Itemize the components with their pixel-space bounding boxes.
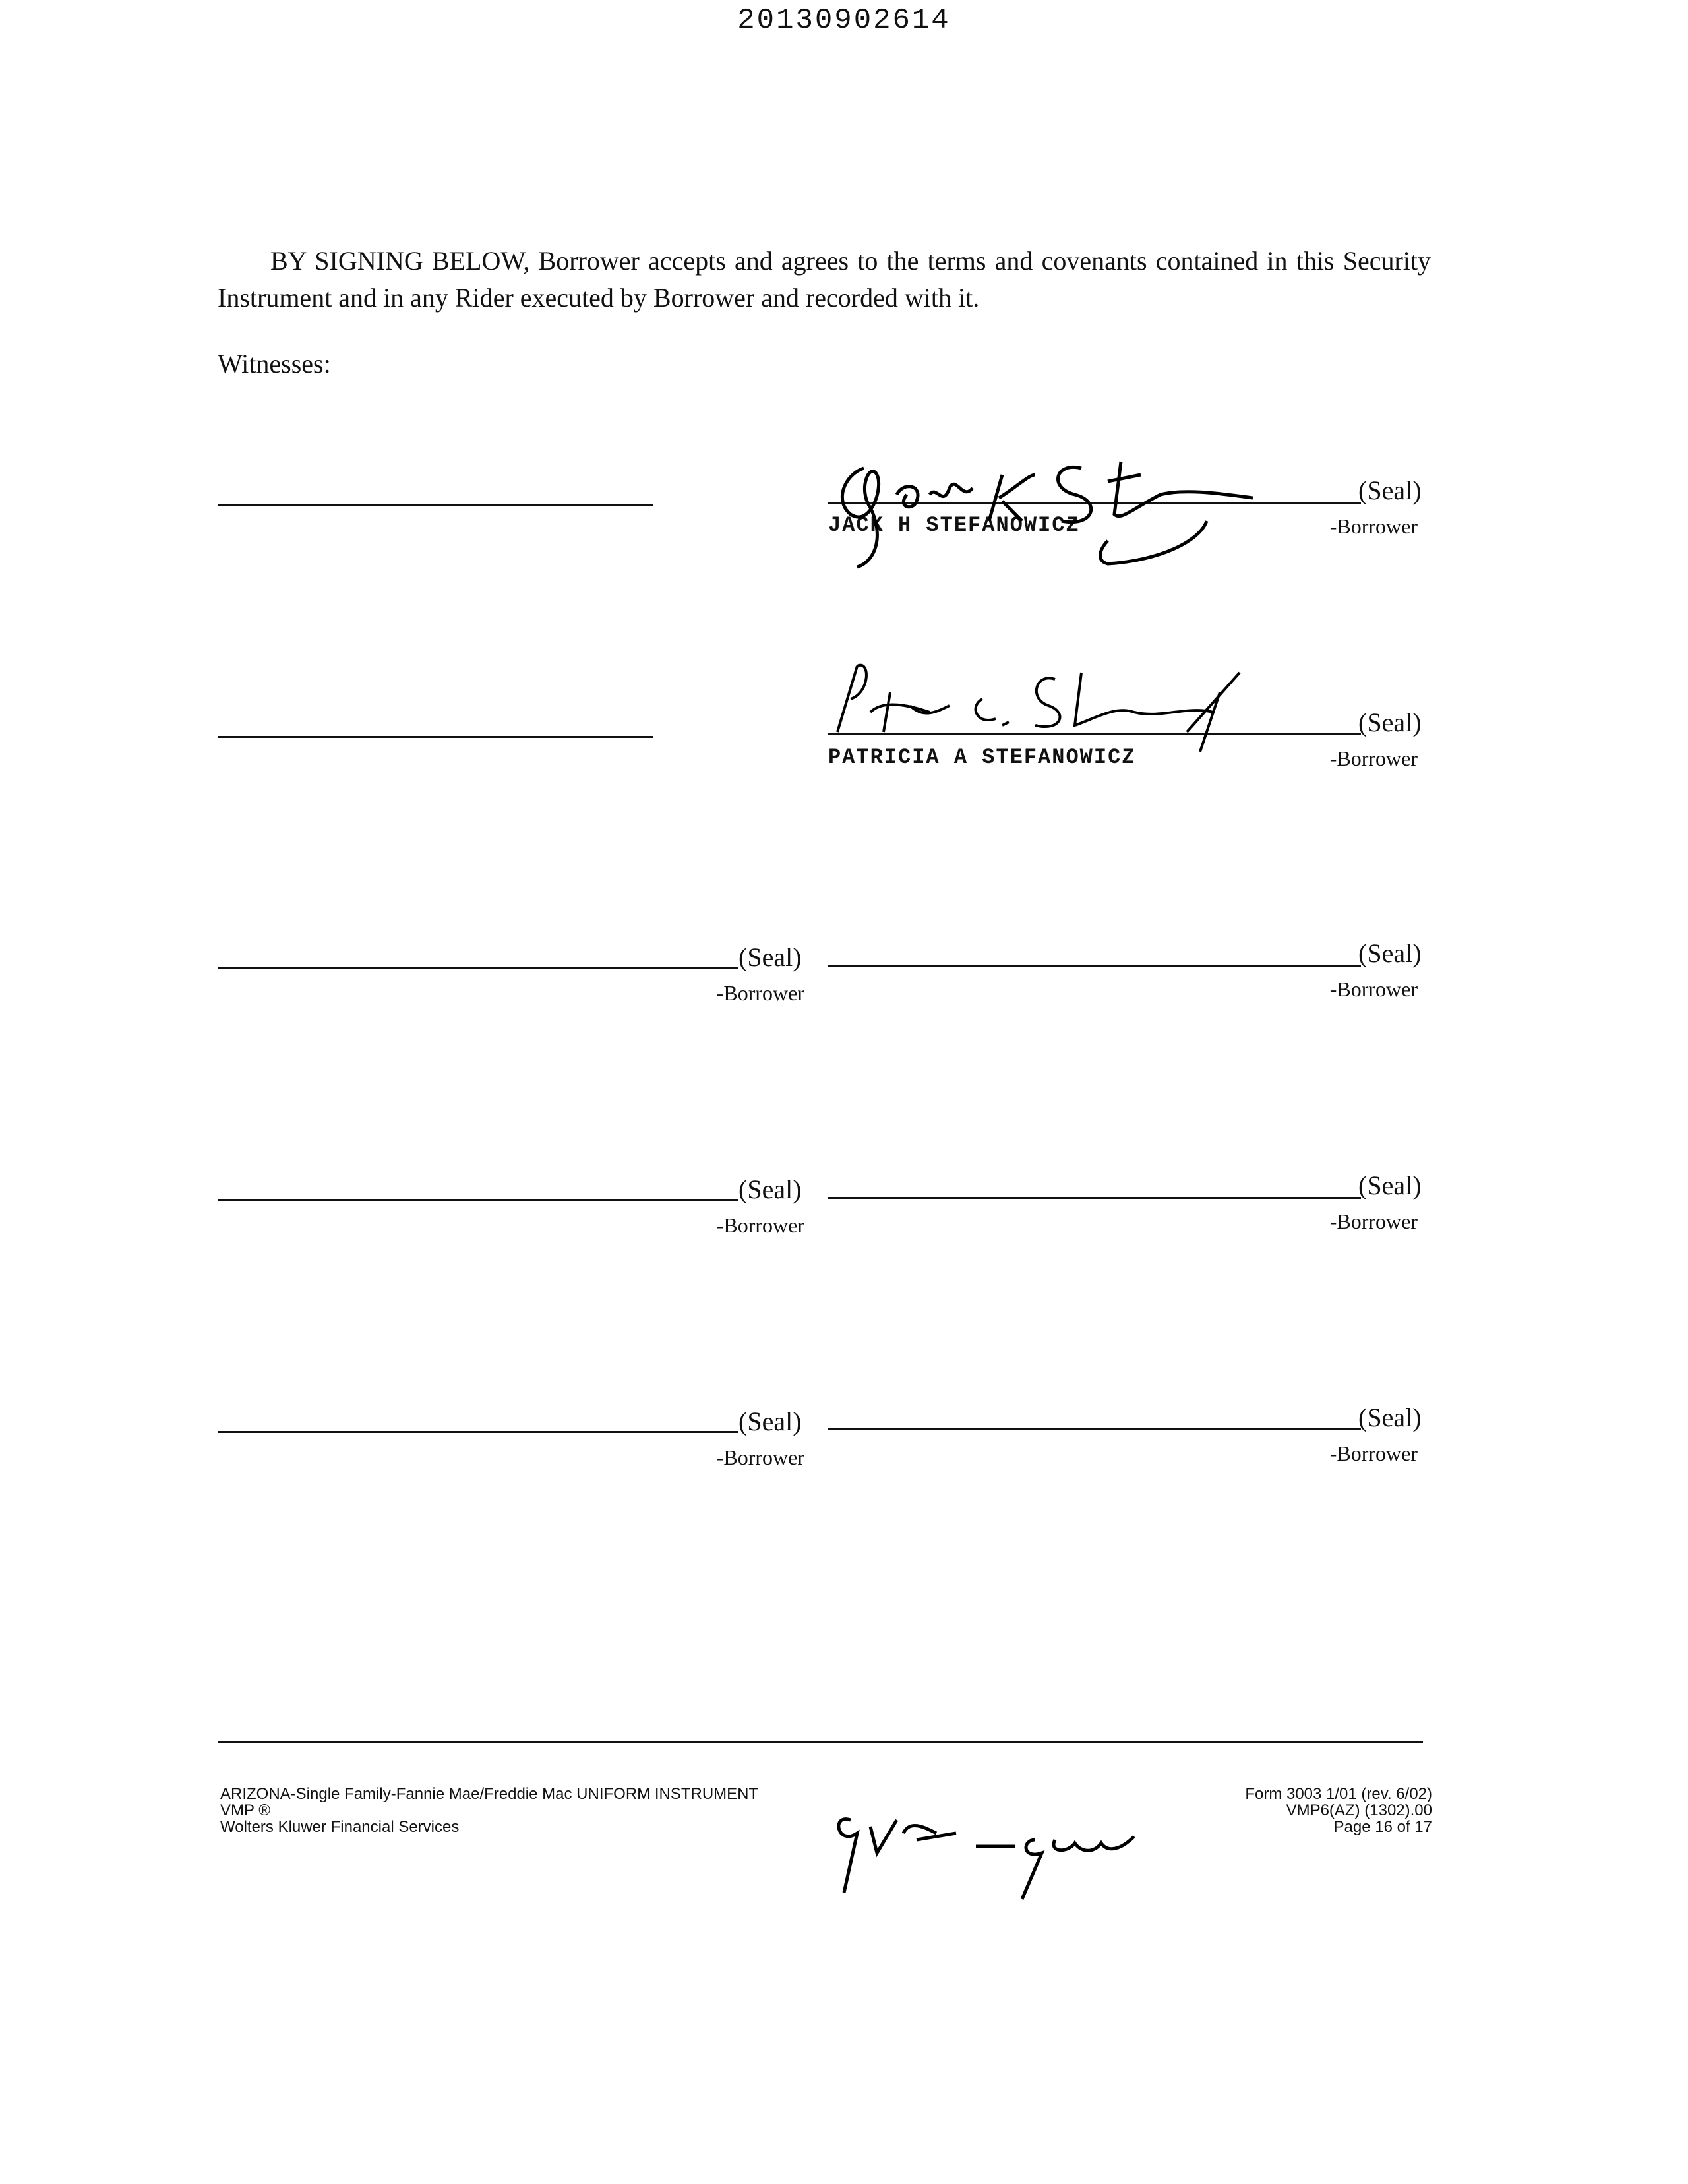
signature-line-4 xyxy=(828,965,1361,967)
signature-line-5 xyxy=(218,1199,738,1201)
footer-vmp: VMP ® xyxy=(220,1802,270,1819)
seal-label: (Seal) xyxy=(1358,708,1422,737)
footer-publisher: Wolters Kluwer Financial Services xyxy=(220,1818,460,1836)
borrower-label: -Borrower xyxy=(716,981,804,1005)
signature-line-3 xyxy=(218,967,738,969)
footer-page: Page 16 of 17 xyxy=(1333,1818,1432,1836)
document-number: 20130902614 xyxy=(737,4,951,37)
signer-name-2: PATRICIA A STEFANOWICZ xyxy=(828,745,1136,770)
footer-rule xyxy=(218,1741,1423,1743)
signature-line-8 xyxy=(828,1428,1361,1430)
footer-form: Form 3003 1/01 (rev. 6/02) xyxy=(1245,1785,1432,1803)
footer-code: VMP6(AZ) (1302).00 xyxy=(1286,1802,1432,1819)
witness-line-2 xyxy=(218,736,653,738)
borrower-label: -Borrower xyxy=(1329,1441,1418,1465)
seal-label: (Seal) xyxy=(738,1174,802,1204)
seal-label: (Seal) xyxy=(1358,938,1422,968)
witness-line-1 xyxy=(218,504,653,506)
seal-label: (Seal) xyxy=(1358,1403,1422,1432)
borrower-label: -Borrower xyxy=(1329,514,1418,538)
borrower-label: -Borrower xyxy=(1329,977,1418,1001)
borrower-label: -Borrower xyxy=(716,1445,804,1469)
seal-label: (Seal) xyxy=(1358,1170,1422,1200)
agreement-paragraph: BY SIGNING BELOW, Borrower accepts and agrees to the terms and covenants contained in this Security Instrument and in any Rider executed by Borrower and recorded with it. xyxy=(218,246,1431,313)
signature-jack xyxy=(831,448,1253,580)
seal-label: (Seal) xyxy=(1358,475,1422,505)
initials-signature xyxy=(824,1800,1141,1906)
footer-instrument: ARIZONA-Single Family-Fannie Mae/Freddie Mac UNIFORM INSTRUMENT xyxy=(220,1785,759,1803)
borrower-label: -Borrower xyxy=(1329,746,1418,770)
signature-line-6 xyxy=(828,1197,1361,1199)
borrower-label: -Borrower xyxy=(716,1213,804,1237)
seal-label: (Seal) xyxy=(738,942,802,972)
borrower-label: -Borrower xyxy=(1329,1209,1418,1233)
signature-line-7 xyxy=(218,1431,738,1433)
footer-form-number xyxy=(1245,1786,1432,1835)
signature-patricia xyxy=(831,653,1266,772)
seal-label: (Seal) xyxy=(738,1407,802,1436)
signer-name-1: JACK H STEFANOWICZ xyxy=(828,513,1080,537)
footer-form-info xyxy=(220,1786,758,1835)
witnesses-label: Witnesses: xyxy=(218,349,331,379)
